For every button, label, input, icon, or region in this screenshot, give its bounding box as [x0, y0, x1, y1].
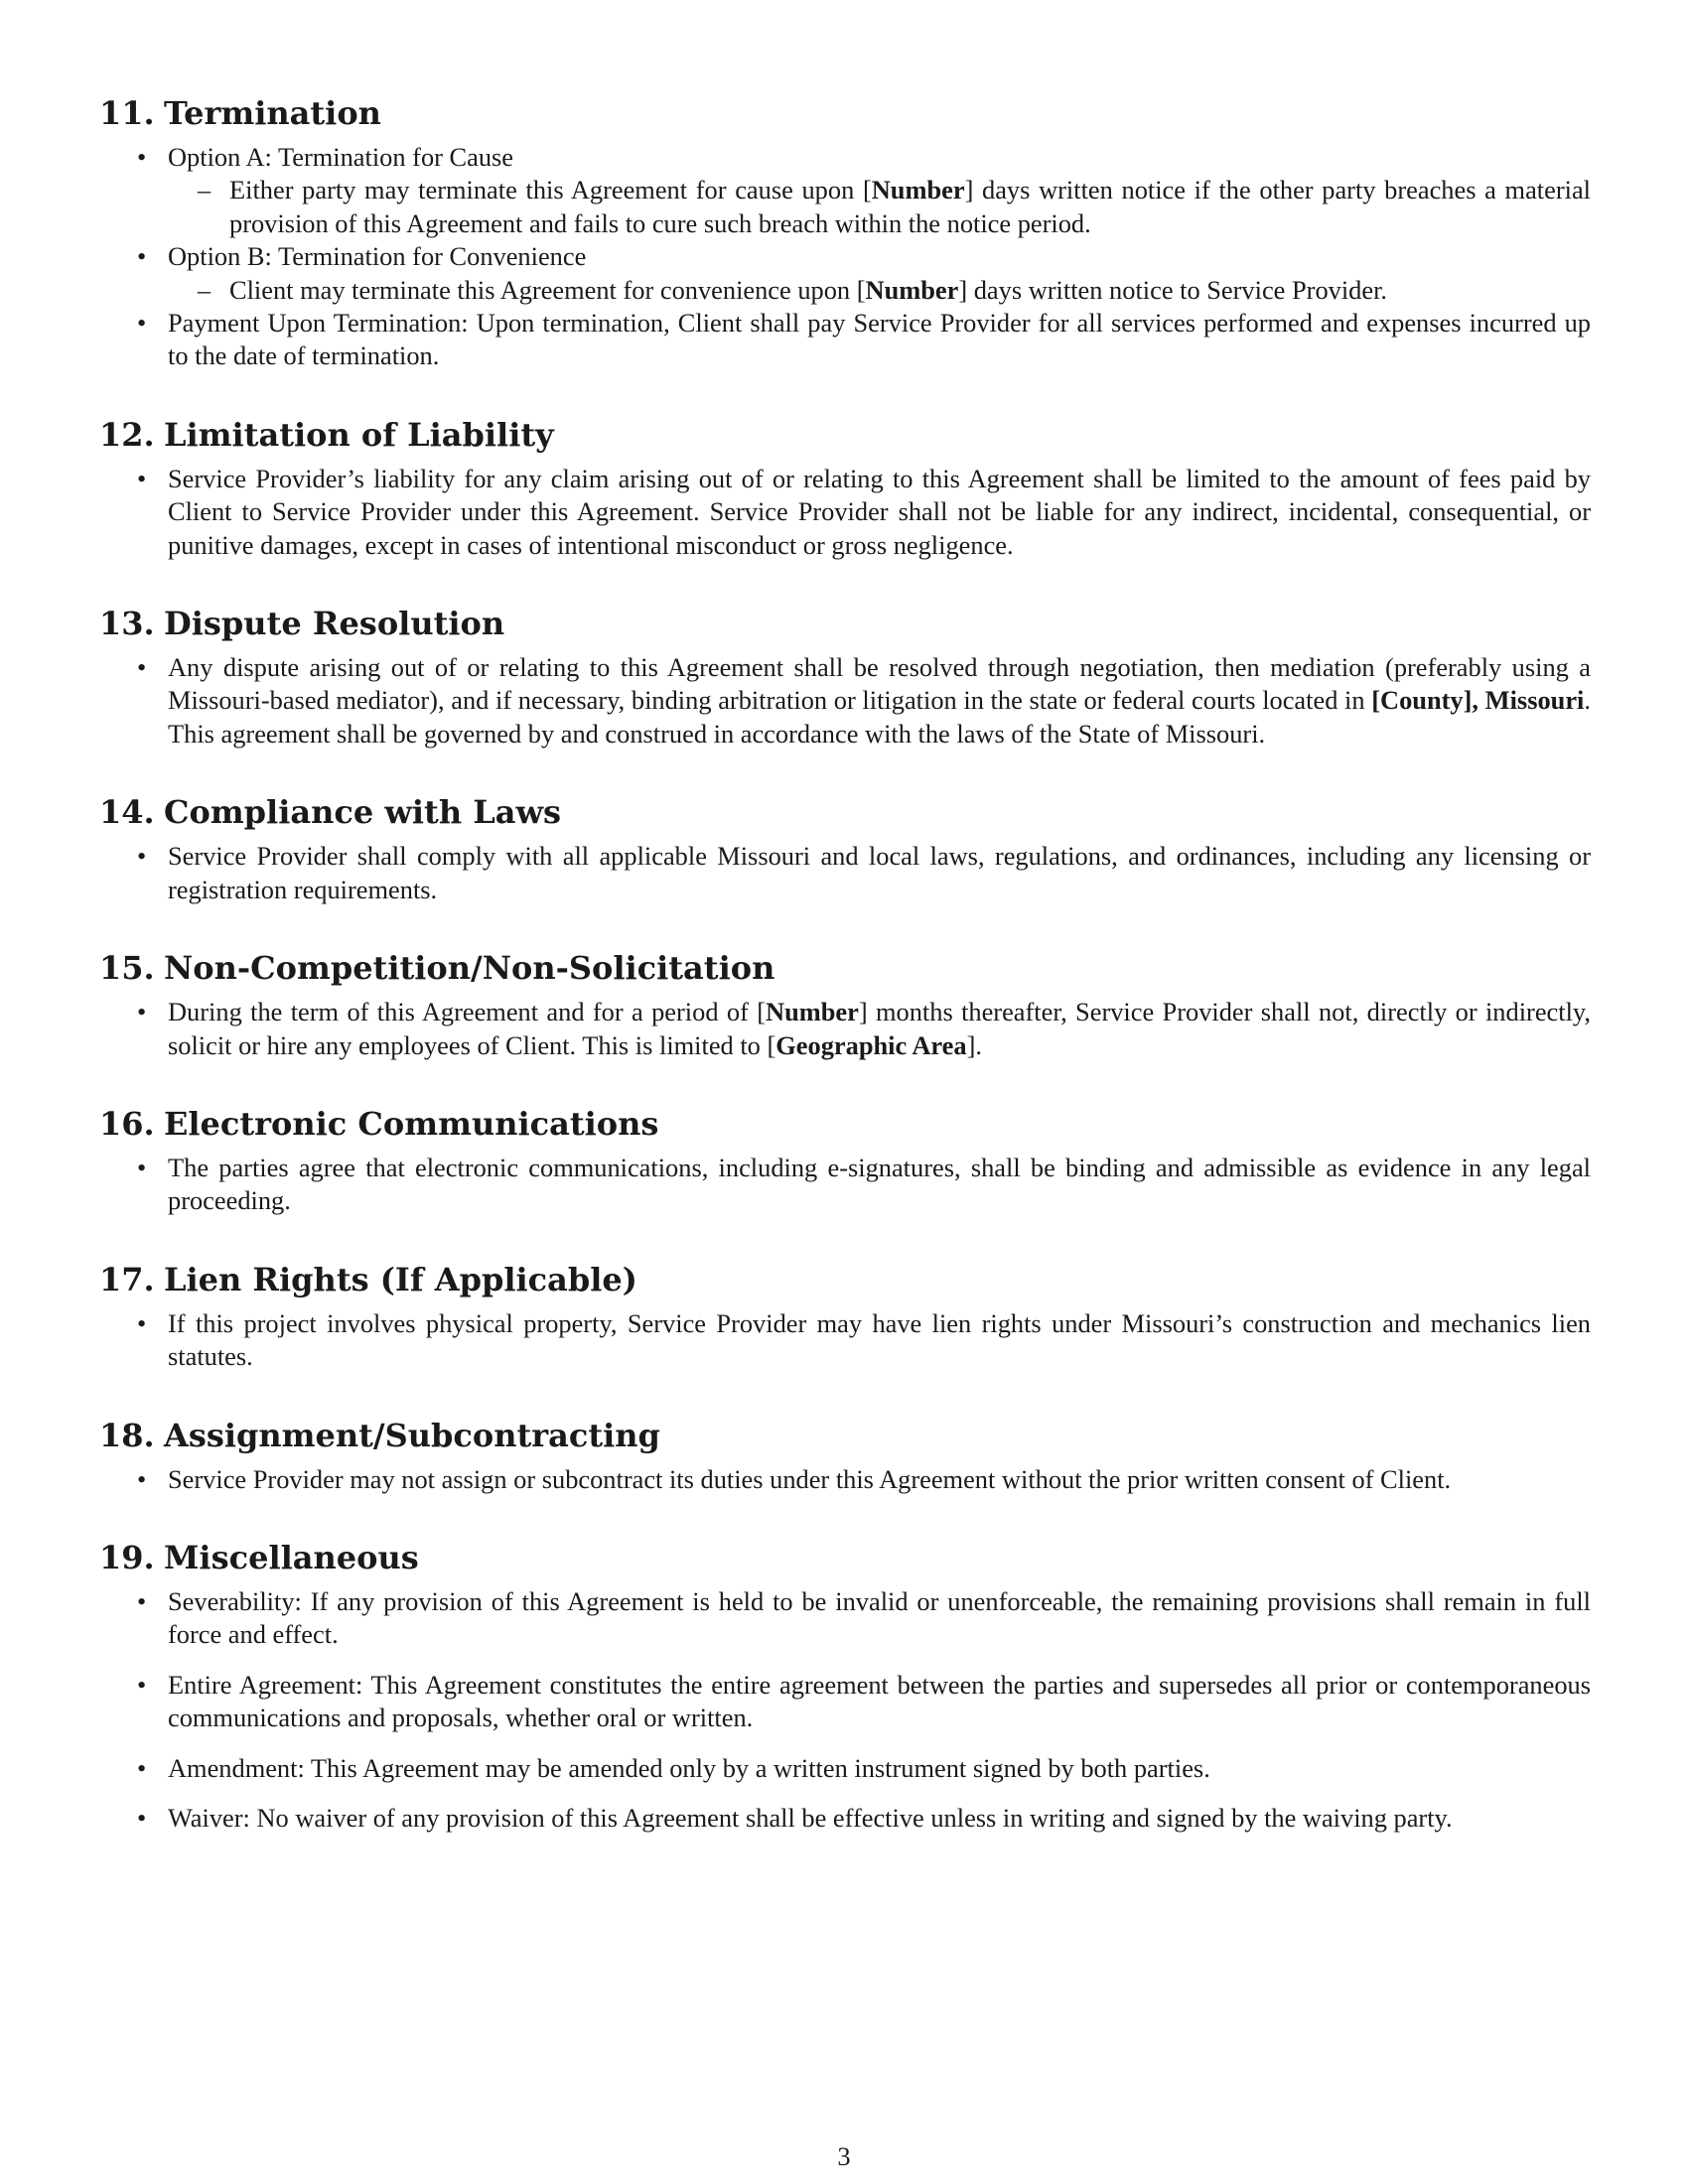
bullet-list — [99, 1307, 1591, 1374]
section-number: 11. — [99, 94, 155, 132]
section-title: Termination — [164, 94, 381, 132]
text-segment: ] days written notice if the other party breaches a material provision of this Agreement and fails to cure such breach within the notice period. — [229, 175, 1591, 238]
list-item-severability: • Severability: If any provision of this Agreement is held to be invalid or unenforceable, the remaining provisions shall remain in full force and effect. — [99, 1585, 1591, 1652]
text-segment: . This agreement shall be governed by and construed in accordance with the laws of the State of Missouri. — [168, 685, 1591, 749]
list-item-option-b — [99, 240, 1591, 307]
section-heading — [99, 93, 1591, 133]
bullet-list — [99, 141, 1591, 373]
list-item-amendment: • Amendment: This Agreement may be amended only by a written instrument signed by both parties. — [99, 1752, 1591, 1785]
list-item-waiver: • Waiver: No waiver of any provision of this Agreement shall be effective unless in writing and signed by the waiving party. — [99, 1802, 1591, 1835]
section-limitation-of-liability — [99, 415, 1591, 562]
bullet-list — [99, 996, 1591, 1062]
text-segment: ] months thereafter, Service Provider shall not, directly or indirectly, solicit or hire any employees of Client. This is limited to [ — [168, 997, 1591, 1060]
option-b-label: Option B: Termination for Convenience — [168, 241, 587, 272]
list-item: • Service Provider’s liability for any claim arising out of or relating to this Agreement shall be limited to the amount of fees paid by Client to Service Provider under this Agreement. Service Provider shall not be liable for any indirect, incidental, consequential, or punitive damages, except in cases of intentional misconduct or gross negligence. — [99, 463, 1591, 562]
section-heading — [99, 792, 1591, 832]
page-number: 3 — [837, 2141, 851, 2171]
text-segment: ]. — [966, 1029, 982, 1060]
list-item: • If this project involves physical property, Service Provider may have lien rights under Missouri’s construction and mechanics lien statutes. — [99, 1307, 1591, 1374]
list-item: • Service Provider shall comply with all applicable Missouri and local laws, regulations, and ordinances, including any licensing or registration requirements. — [99, 840, 1591, 906]
sub-item-option-a-detail — [168, 174, 1591, 240]
bullet-list — [99, 1463, 1591, 1496]
section-number: 19. — [99, 1538, 155, 1576]
sub-list — [168, 274, 1591, 307]
bullet-list — [99, 1152, 1591, 1218]
document-body — [99, 93, 1591, 1835]
list-item: • Service Provider may not assign or subcontract its duties under this Agreement without the prior written consent of Client. — [99, 1463, 1591, 1496]
bullet-list — [99, 840, 1591, 906]
list-item: • The parties agree that electronic communications, including e-signatures, shall be binding and admissible as evidence in any legal proceeding. — [99, 1152, 1591, 1218]
section-compliance-with-laws — [99, 792, 1591, 906]
section-dispute-resolution — [99, 604, 1591, 751]
text-segment: During the term of this Agreement and for a period of [ — [168, 997, 767, 1027]
placeholder-number: Number — [766, 997, 859, 1027]
placeholder-geographic-area: Geographic Area — [775, 1029, 967, 1060]
sub-list — [168, 174, 1591, 240]
bullet-list — [99, 463, 1591, 562]
section-heading — [99, 1538, 1591, 1577]
placeholder-county: [County], Missouri — [1371, 685, 1585, 716]
section-number: 16. — [99, 1104, 155, 1143]
placeholder-number: Number — [871, 175, 965, 205]
section-miscellaneous — [99, 1538, 1591, 1835]
section-title: Compliance with Laws — [164, 793, 562, 832]
section-heading — [99, 1416, 1591, 1455]
section-title: Non-Competition/Non-Solicitation — [164, 949, 775, 988]
section-title: Lien Rights (If Applicable) — [164, 1260, 637, 1298]
section-assignment-subcontracting — [99, 1416, 1591, 1496]
list-item — [99, 996, 1591, 1062]
section-number: 17. — [99, 1260, 155, 1298]
section-heading — [99, 1260, 1591, 1299]
list-item-option-a — [99, 141, 1591, 240]
section-non-competition — [99, 948, 1591, 1062]
option-a-label: Option A: Termination for Cause — [168, 142, 514, 172]
text-segment: Either party may terminate this Agreement for cause upon [ — [229, 175, 872, 205]
section-number: 12. — [99, 415, 155, 454]
section-number: 14. — [99, 793, 155, 832]
sub-item-option-b-detail — [168, 274, 1591, 307]
section-heading — [99, 1104, 1591, 1144]
section-title: Dispute Resolution — [164, 605, 505, 643]
section-number: 13. — [99, 605, 155, 643]
text-segment: Client may terminate this Agreement for convenience upon [ — [229, 274, 866, 305]
list-item-payment: • Payment Upon Termination: Upon termination, Client shall pay Service Provider for all services performed and expenses incurred up to the date of termination. — [99, 307, 1591, 373]
text-segment: Any dispute arising out of or relating to this Agreement shall be resolved through negotiation, then mediation (preferably using a Missouri-based mediator), and if necessary, binding arbitration or litigation in the state or federal courts located in — [168, 652, 1591, 716]
section-electronic-communications — [99, 1104, 1591, 1218]
section-heading — [99, 415, 1591, 455]
placeholder-number: Number — [865, 274, 959, 305]
section-title: Miscellaneous — [164, 1538, 419, 1576]
list-item-entire-agreement: • Entire Agreement: This Agreement constitutes the entire agreement between the parties and supersedes all prior or contemporaneous communications and proposals, whether oral or written. — [99, 1669, 1591, 1735]
section-title: Limitation of Liability — [164, 415, 554, 454]
section-number: 18. — [99, 1416, 155, 1454]
section-number: 15. — [99, 949, 155, 988]
section-lien-rights — [99, 1260, 1591, 1374]
text-segment: ] days written notice to Service Provider. — [958, 274, 1388, 305]
section-heading — [99, 604, 1591, 643]
section-title: Electronic Communications — [164, 1104, 659, 1143]
bullet-list — [99, 651, 1591, 751]
bullet-list — [99, 1585, 1591, 1835]
section-title: Assignment/Subcontracting — [164, 1416, 660, 1454]
section-termination — [99, 93, 1591, 373]
list-item — [99, 651, 1591, 751]
section-heading — [99, 948, 1591, 988]
